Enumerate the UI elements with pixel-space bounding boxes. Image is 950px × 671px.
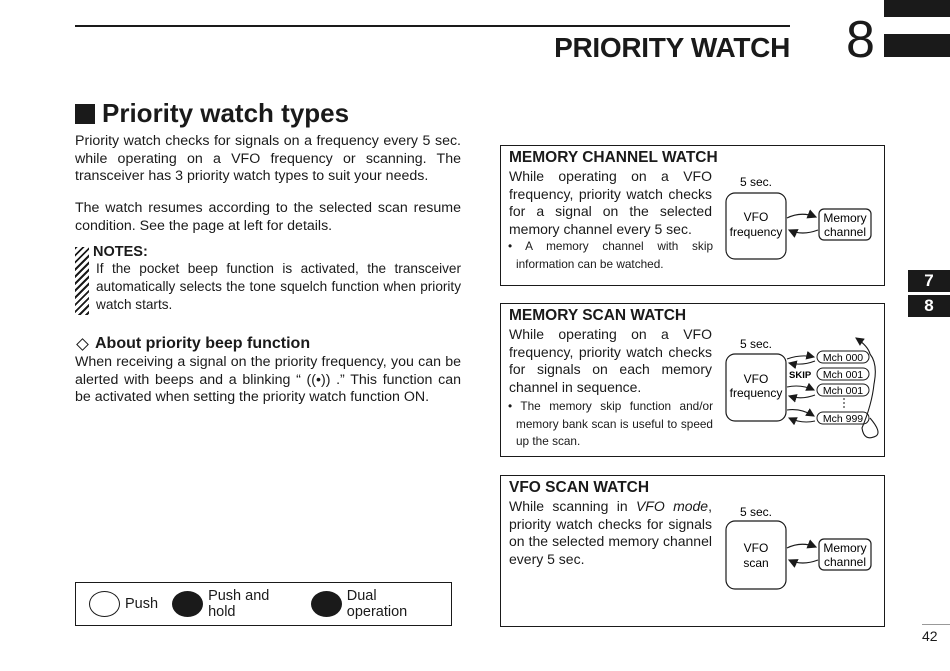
chapter-number: 8 [846,11,875,69]
push-key-icon [89,591,120,617]
resume-paragraph: The watch resumes according to the selected scan resume condition. See the page at left for details. [75,200,461,234]
page-number-rule [922,624,950,625]
side-tab-chapter-8[interactable]: 8 [908,295,950,317]
page-number: 42 [922,628,938,644]
memory-label-2: channel [823,225,867,239]
arrow-to-channel [787,386,814,390]
chapter-title: PRIORITY WATCH [554,32,790,63]
box-description-emphasis: VFO mode [635,498,709,514]
channel-label: Mch 999 [822,413,864,425]
push-and-hold-key-icon [172,591,203,617]
arrow-to-vfo [789,418,815,422]
notes-text: If the pocket beep function is activated, the transceiver automatically selects the tone squelch function when priority watch starts. [96,261,461,312]
box-description: While operating on a VFO frequency, priority watch checks for a signal on the selected memory channel every 5 sec. [509,168,712,238]
box-title: VFO SCAN WATCH [509,479,650,496]
arrow-to-channel [787,410,814,416]
memory-scan-watch-box [500,303,885,457]
arrow-to-vfo [789,230,818,233]
intro-paragraph: Priority watch checks for signals on a frequency every 5 sec. while operating on a VFO frequency or scanning. The transceiver has 3 priority watch types to suit your needs. [75,133,461,184]
header-tab-bar-top [884,0,950,17]
section-title-text: Priority watch types [102,98,350,128]
push-and-hold-label: Push and hold [208,588,270,620]
notes-block [75,244,461,313]
box-description-part: While scanning in [509,498,636,514]
arrow-to-memory [787,214,816,218]
beep-subheading [75,335,310,353]
memory-scan-watch-diagram [716,324,884,452]
memory-channel-watch-box [500,145,885,286]
box-bullet-note: • The memory skip function and/or memory bank scan is useful to speed up the scan. [508,399,713,448]
arrow-to-vfo [789,395,815,398]
push-label: Push [125,596,159,612]
vfo-scan-watch-box [500,475,885,627]
diamond-icon [76,338,89,351]
key-legend [75,582,452,626]
memory-label-2: channel [823,555,867,569]
channel-label: Mch 001 [822,369,864,381]
memory-channel-watch-diagram [716,166,881,266]
section-title [75,98,349,129]
notes-hatch-icon [75,247,89,315]
vfo-label-2: scan [743,556,769,570]
skip-label: SKIP [789,370,812,381]
vfo-label-2: frequency [729,225,783,239]
box-title: MEMORY SCAN WATCH [509,307,687,324]
vfo-label-1: VFO [743,541,769,555]
interval-label: 5 sec. [740,337,773,351]
box-title: MEMORY CHANNEL WATCH [509,149,718,166]
header-rule [75,25,790,27]
dual-operation-label: Dual operation [346,588,408,620]
channel-label: Mch 001 [822,385,864,397]
interval-label: 5 sec. [740,175,773,189]
vfo-label-1: VFO [743,372,769,386]
beep-subheading-text: About priority beep function [95,335,311,352]
vfo-label-2: frequency [729,386,783,400]
dual-operation-key-icon [311,591,342,617]
box-description-part: , priority watch checks for signals on the selected memory channel every 5 sec. [509,498,712,568]
box-bullet-note: • A memory channel with skip information can be watched. [508,239,713,271]
side-tab-chapter-7[interactable]: 7 [908,270,950,292]
arrow-to-memory [787,544,816,548]
notes-title: NOTES: [93,244,148,260]
arrow-to-vfo [789,560,818,563]
vfo-block [726,521,786,589]
channel-label: Mch 000 [822,352,864,364]
header-tab-bar-bottom [884,34,950,57]
memory-label-1: Memory [823,541,867,555]
box-description: While operating on a VFO frequency, priority watch checks for signals on each memory channel in sequence. [509,326,712,396]
vfo-label-1: VFO [743,210,769,224]
box-description [509,498,712,569]
vfo-scan-watch-diagram [716,496,881,596]
black-square-icon [75,104,95,124]
arrow-to-channel [787,356,814,359]
beep-paragraph: When receiving a signal on the priority frequency, you can be alerted with beeps and a blinking “ ((•)) .” This function can be activated when setting the priority watch function ON. [75,354,461,405]
memory-label-1: Memory [823,211,867,225]
interval-label: 5 sec. [740,505,773,519]
arrow-to-vfo [789,361,815,364]
